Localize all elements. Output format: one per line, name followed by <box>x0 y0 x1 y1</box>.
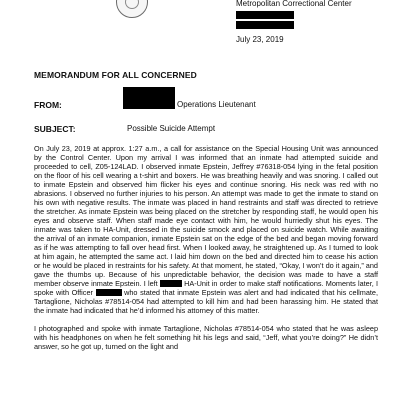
subject-label: SUBJECT: <box>34 124 76 134</box>
redacted-sender-name <box>123 87 175 109</box>
body-paragraph-1-part-a: On July 23, 2019 at approx. 1:27 a.m., a call for assistance on the Special Housing Unit was announced by the Control Center. Upon my arrival I was informed that an inmate had attempted suicide and proceeded to cell, Z05-124LAD. I observed inmate Epstein, Jeffrey #76318-054 lying in the fetal position on the floor of his cell wearing a t-shirt and boxers. He was breathing heavily and was snoring. I called out to inmate Epstein and observed him flicker his eyes and continue snoring. His neck was red with no abrasions. I observed no further injuries to his person. An attempt was made to get the inmate to stand on his own with negative results. The inmate was placed in hand restraints and staff was directed to retrieve the stretcher. As inmate Epstein was being placed on the stretcher by responding staff, he would open his eyes and observe staff. When staff made eye contact with him, he would hurriedly shut his eyes. The inmate was taken to HA-Unit, dressed in the suicide smock and placed on suicide watch. While awaiting the arrival of an inmate companion, inmate Epstein sat on the edge of the bed and began moving forward as if he was attempting to fall over head first. When I looked away, he straightened up. As I turned to look at him again, he attempted the same act. I laid him down on the bed and directed him to cease his action or he would be placed in restraints for his safety. At that moment, he stated, “Okay, I won’t do it again,” and gave the thumbs up. Because of his unpredictable behavior, the decision was made to have a staff member observe inmate Epstein. I left <box>34 144 378 288</box>
subject-value: Possible Suicide Attempt <box>127 124 216 133</box>
body-paragraph-1-part-c: who stated that inmate Epstein was alert and had indicated that his cellmate, Tartaglione, Nicholas #78514-054 had attempted to kill him and had been harassing him. He stated that the inmate had indicated that he’d informed his attorney of this matter. <box>34 288 379 315</box>
redacted-address-line-1 <box>236 11 294 19</box>
memo-body <box>34 144 378 360</box>
memo-title: MEMORANDUM FOR ALL CONCERNED <box>34 70 197 80</box>
facility-name: Metropolitan Correctional Center <box>236 0 352 8</box>
redacted-address-line-2 <box>236 21 294 29</box>
body-paragraph-1-part-b: HA-Unit in order to make staff notifications. Moments later, I spoke with Officer <box>34 279 378 297</box>
letterhead <box>236 0 400 44</box>
body-paragraph-1 <box>34 144 378 315</box>
from-value: Operations Lieutenant <box>177 100 256 109</box>
from-label: FROM: <box>34 100 62 110</box>
memo-date: July 23, 2019 <box>236 35 284 44</box>
redacted-officer-name <box>96 289 122 296</box>
redacted-word <box>160 280 182 287</box>
agency-seal-icon <box>116 0 148 18</box>
body-paragraph-2: I photographed and spoke with inmate Tartaglione, Nicholas #78514-054 who stated that he was asleep with his headphones on when he felt something hit his legs and said, “Jeff, what you’re doing?” He didn’t answer, so he got up, turned on the light and <box>34 324 378 351</box>
